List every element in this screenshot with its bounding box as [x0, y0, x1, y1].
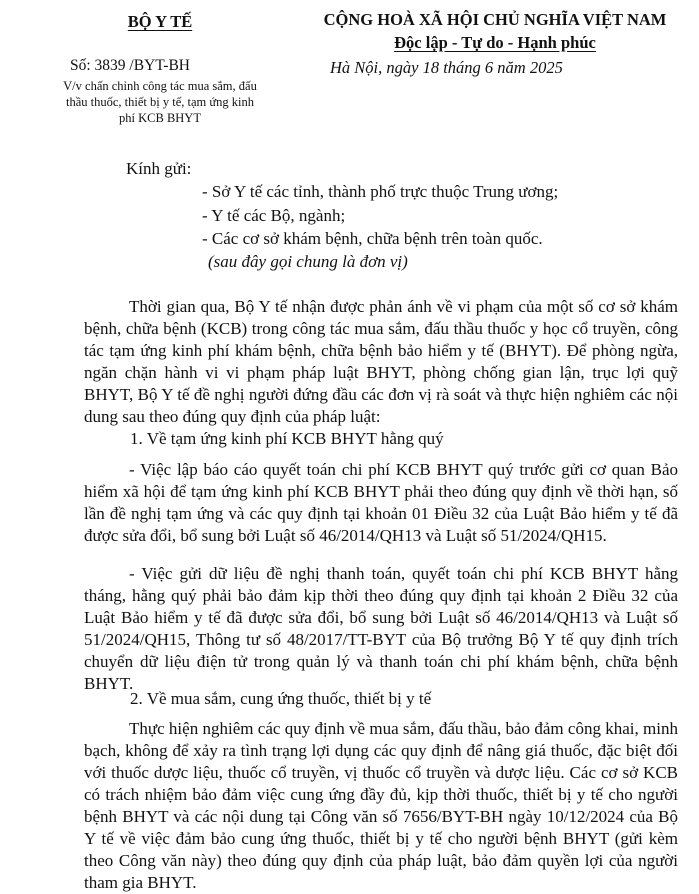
recipients-label: Kính gửi: [126, 159, 192, 178]
recipients-note: (sau đây gọi chung là đơn vị) [208, 252, 408, 271]
section-2-text-1: Thực hiện nghiêm các quy định về mua sắm, đấu thầu, bảo đảm công khai, minh bạch, không để xảy ra tình trạng lợi dụng các quy định để nâng giá thuốc, đặc biệt đối với thuốc dược liệu, thuốc cổ truyền, vị thuốc cổ truyền và dược liệu. Các cơ sở KCB có trách nhiệm bảo đảm việc cung ứng đầy đủ, kịp thời thuốc, thiết bị y tế cho người bệnh BHYT và các nội dung tại Công văn số 7656/BYT-BH ngày 10/12/2024 của Bộ Y tế về việc đảm bảo cung ứng thuốc, thiết bị y tế cho người bệnh BHYT (gửi kèm theo Công văn này) theo đúng quy định của pháp luật, bảo đảm quyền lợi của người tham gia BHYT. [84, 719, 678, 892]
issuing-organization: BỘ Y TẾ [127, 12, 193, 31]
intro-text: Thời gian qua, Bộ Y tế nhận được phản ánh về vi phạm của một số cơ sở khám bệnh, chữa bệnh (KCB) trong công tác mua sắm, đấu thầu thuốc y học cổ truyền, công tác tạm ứng kinh phí khám bệnh, chữa bệnh bảo hiểm y tế (BHYT). Để phòng ngừa, ngăn chặn hành vi vi phạm pháp luật BHYT, phòng chống gian lận, trục lợi quỹ BHYT, Bộ Y tế đề nghị người đứng đầu các đơn vị rà soát và thực hiện nghiêm các nội dung sau theo đúng quy định của pháp luật: [84, 297, 678, 426]
recipient-item: - Các cơ sở khám bệnh, chữa bệnh trên toàn quốc. [202, 229, 543, 248]
section-1-text-1: - Việc lập báo cáo quyết toán chi phí KCB BHYT quý trước gửi cơ quan Bảo hiểm xã hội để tạm ứng kinh phí KCB BHYT phải theo đúng quy định về thời hạn, số lần đề nghị tạm ứng và các quy định tại khoản 01 Điều 32 của Luật Bảo hiểm y tế đã được sửa đổi, bổ sung bởi Luật số 46/2014/QH13 và Luật số 51/2024/QH15. [84, 460, 678, 545]
section-1-paragraph-2 [84, 563, 678, 695]
recipient-item: - Sở Y tế các tỉnh, thành phố trực thuộc Trung ương; [202, 182, 559, 201]
section-1-paragraph-1 [84, 459, 678, 547]
issue-date: Hà Nội, ngày 18 tháng 6 năm 2025 [330, 58, 563, 77]
section-1-title: 1. Về tạm ứng kinh phí KCB BHYT hằng quý [130, 429, 444, 448]
document-subject: V/v chấn chỉnh công tác mua sắm, đấu thầu thuốc, thiết bị y tế, tạm ứng kinh phí KCB BHYT [63, 79, 257, 125]
national-title: CỘNG HOÀ XÃ HỘI CHỦ NGHĨA VIỆT NAM [323, 10, 667, 29]
intro-paragraph [84, 296, 678, 428]
section-2-title: 2. Về mua sắm, cung ứng thuốc, thiết bị y tế [130, 689, 432, 708]
recipient-item: - Y tế các Bộ, ngành; [202, 206, 346, 225]
national-motto: Độc lập - Tự do - Hạnh phúc [394, 33, 596, 52]
document-number: Số: 3839 /BYT-BH [70, 57, 191, 74]
section-1-text-2: - Việc gửi dữ liệu đề nghị thanh toán, quyết toán chi phí KCB BHYT hằng tháng, hằng quý phải bảo đảm kịp thời theo đúng quy định tại khoản 2 Điều 32 của Luật Bảo hiểm y tế đã được sửa đổi, bổ sung bởi Luật số 46/2014/QH13 và Luật số 51/2024/QH15, Thông tư số 48/2017/TT-BYT của Bộ trưởng Bộ Y tế quy định trích chuyển dữ liệu điện tử trong quản lý và thanh toán chi phí khám bệnh, chữa bệnh BHYT. [84, 564, 678, 693]
section-2-paragraph-1 [84, 718, 678, 894]
